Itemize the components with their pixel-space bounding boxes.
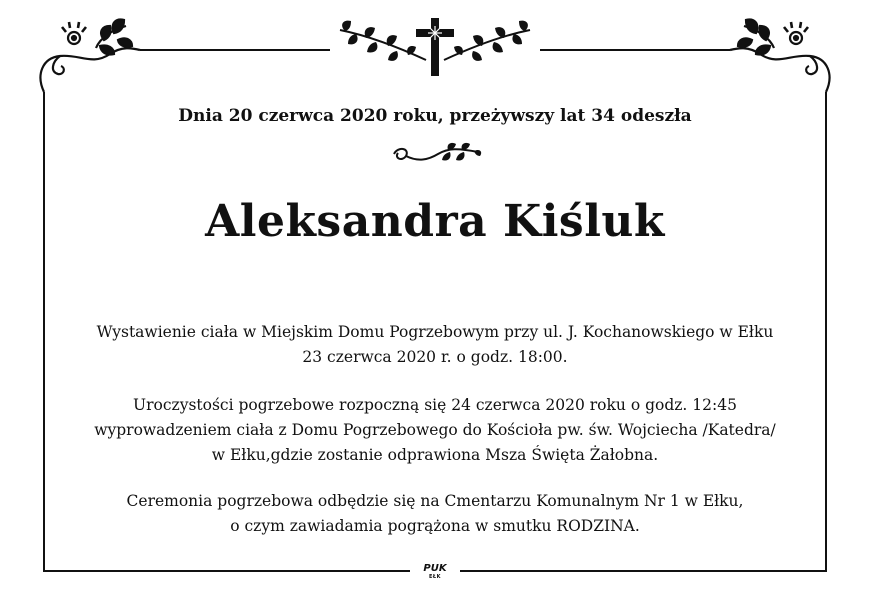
top-right-ornament-icon bbox=[730, 20, 829, 92]
puk-logo bbox=[413, 563, 457, 583]
announcement-line: Wystawienie ciała w Miejskim Domu Pogrzebowym przy ul. J. Kochanowskiego w Ełku bbox=[96, 323, 774, 341]
announcement-line: wyprowadzeniem ciała z Domu Pogrzebowego do Kościoła pw. św. Wojciecha /Katedra/ bbox=[94, 421, 776, 439]
logo-sub-text: EŁK bbox=[428, 574, 441, 580]
announcement-line: w Ełku,gdzie zostanie odprawiona Msza Święta Żałobna. bbox=[211, 446, 659, 464]
announcement-line: 23 czerwca 2020 r. o godz. 18:00. bbox=[302, 348, 568, 366]
announcement-line: o czym zawiadamia pogrążona w smutku RODZINA. bbox=[230, 517, 640, 535]
logo-main-text: PUK bbox=[423, 563, 447, 574]
deceased-name: Aleksandra Kiśluk bbox=[205, 196, 665, 247]
leaf-sprig-divider-icon bbox=[388, 142, 484, 166]
death-date-intro: Dnia 20 czerwca 2020 roku, przeżywszy lat 34 odeszła bbox=[178, 106, 692, 126]
announcement-line: Ceremonia pogrzebowa odbędzie się na Cmentarzu Komunalnym Nr 1 w Ełku, bbox=[126, 492, 744, 510]
announcement-viewing bbox=[40, 320, 830, 370]
announcement-burial bbox=[40, 489, 830, 539]
top-left-ornament-icon bbox=[41, 20, 140, 92]
announcement-ceremony bbox=[40, 393, 830, 468]
announcement-line: Uroczystości pogrzebowe rozpoczną się 24 czerwca 2020 roku o godz. 12:45 bbox=[133, 396, 737, 414]
cross-with-laurel-icon bbox=[340, 18, 530, 76]
